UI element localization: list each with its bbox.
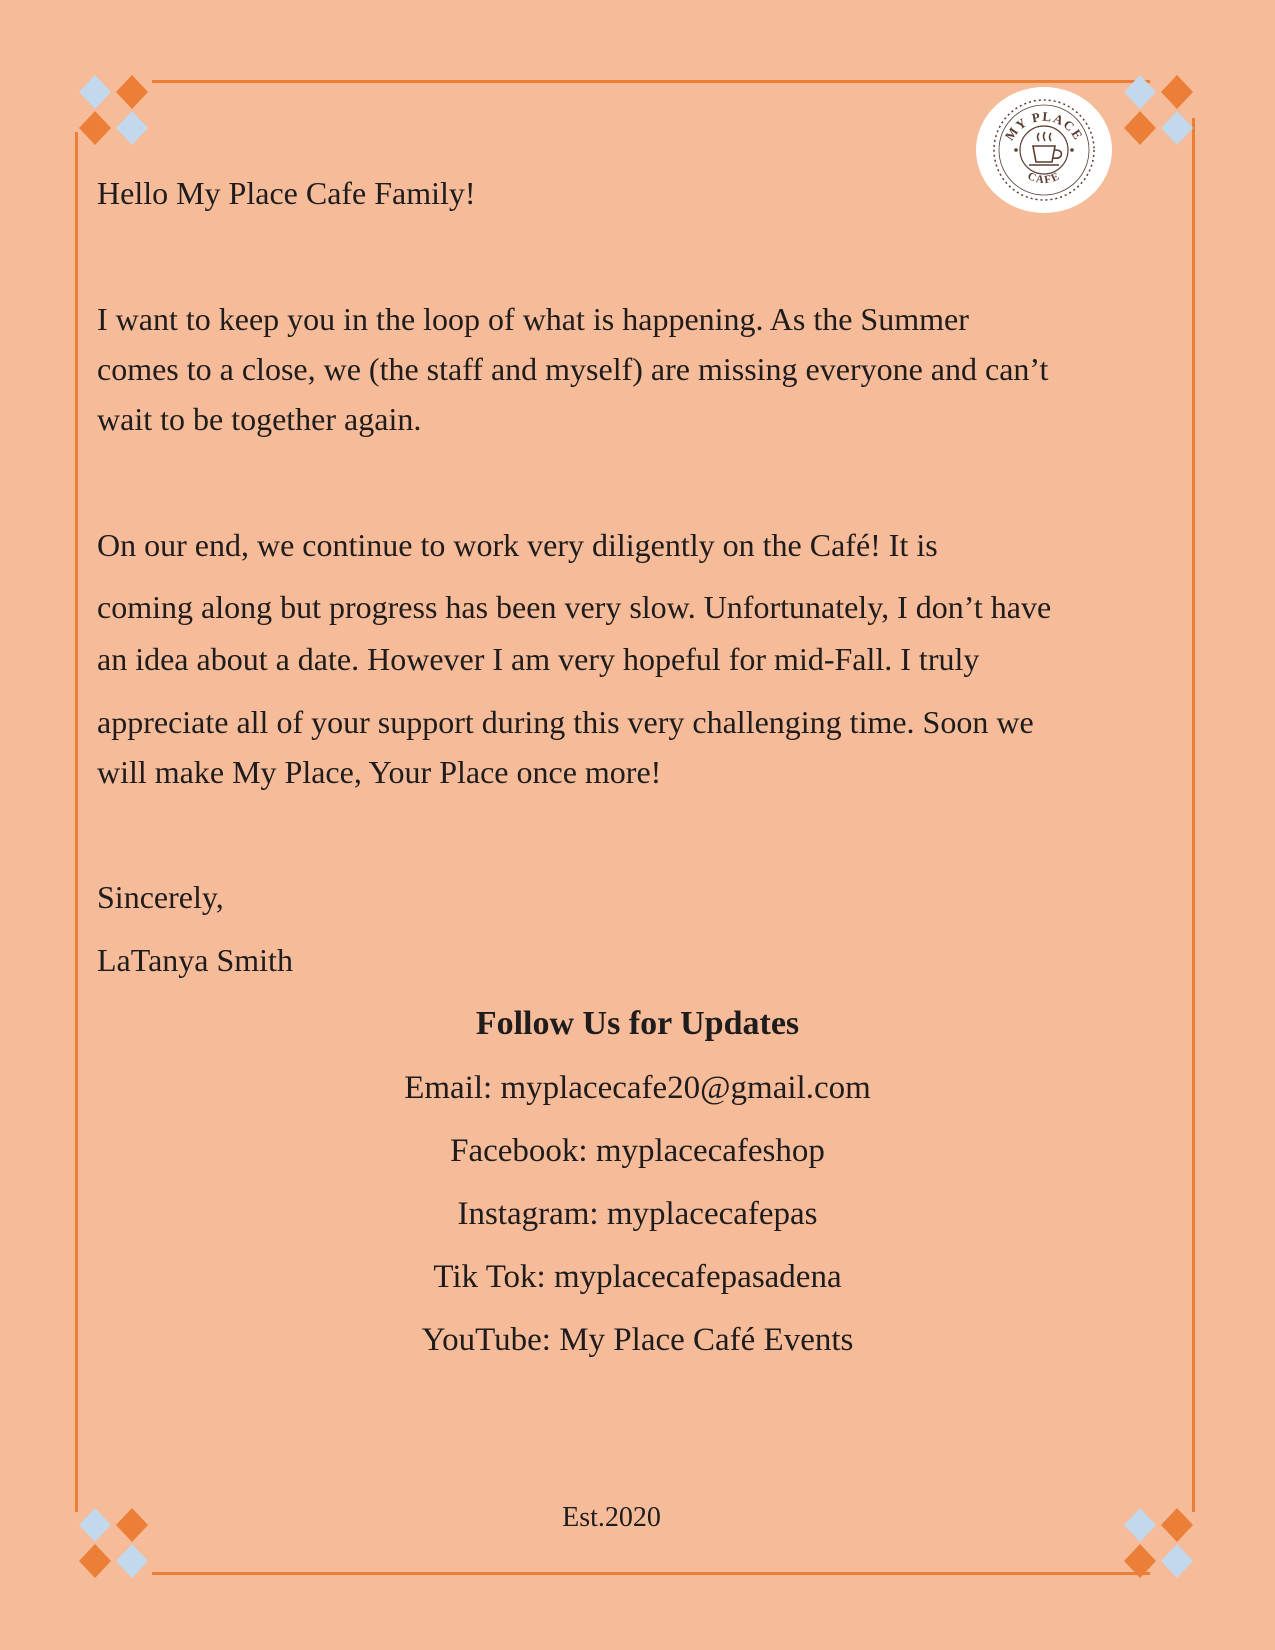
closing: Sincerely, [97, 879, 224, 915]
youtube-contact: YouTube: My Place Café Events [421, 1322, 854, 1358]
paragraph-1-line-1: I want to keep you in the loop of what is happening. As the Summer [97, 301, 969, 337]
frame-left-line [75, 132, 78, 1512]
instagram-contact: Instagram: myplacecafepas [457, 1196, 818, 1232]
paragraph-2-line-4: appreciate all of your support during this very challenging time. Soon we [97, 704, 1034, 740]
paragraph-2-line-1: On our end, we continue to work very diligently on the Café! It is [97, 527, 938, 563]
frame-top-line [152, 80, 1150, 83]
paragraph-1-line-3: wait to be together again. [97, 401, 422, 437]
corner-ornament-top-right [1120, 75, 1200, 145]
follow-heading: Follow Us for Updates [475, 1005, 800, 1042]
paragraph-2-line-3: an idea about a date. However I am very hopeful for mid-Fall. I truly [97, 641, 980, 677]
logo-top-text: MY PLACE [1001, 108, 1087, 144]
corner-ornament-top-left [75, 75, 155, 145]
paragraph-1-line-2: comes to a close, we (the staff and myself) are missing everyone and can’t [97, 351, 1049, 387]
signature: LaTanya Smith [97, 942, 293, 978]
frame-bottom-line [152, 1572, 1150, 1575]
paragraph-2-line-5: will make My Place, Your Place once more! [97, 754, 662, 790]
cafe-logo [975, 86, 1113, 214]
frame-right-line [1192, 118, 1195, 1512]
greeting: Hello My Place Cafe Family! [97, 175, 476, 211]
tiktok-contact: Tik Tok: myplacecafepasadena [433, 1259, 842, 1295]
established-note: Est.2020 [562, 1502, 661, 1533]
email-contact: Email: myplacecafe20@gmail.com [404, 1070, 871, 1106]
logo-bottom-text: CAFE [1025, 170, 1063, 187]
paragraph-2-line-2: coming along but progress has been very slow. Unfortunately, I don’t have [97, 589, 1052, 625]
facebook-contact: Facebook: myplacecafeshop [450, 1133, 825, 1169]
